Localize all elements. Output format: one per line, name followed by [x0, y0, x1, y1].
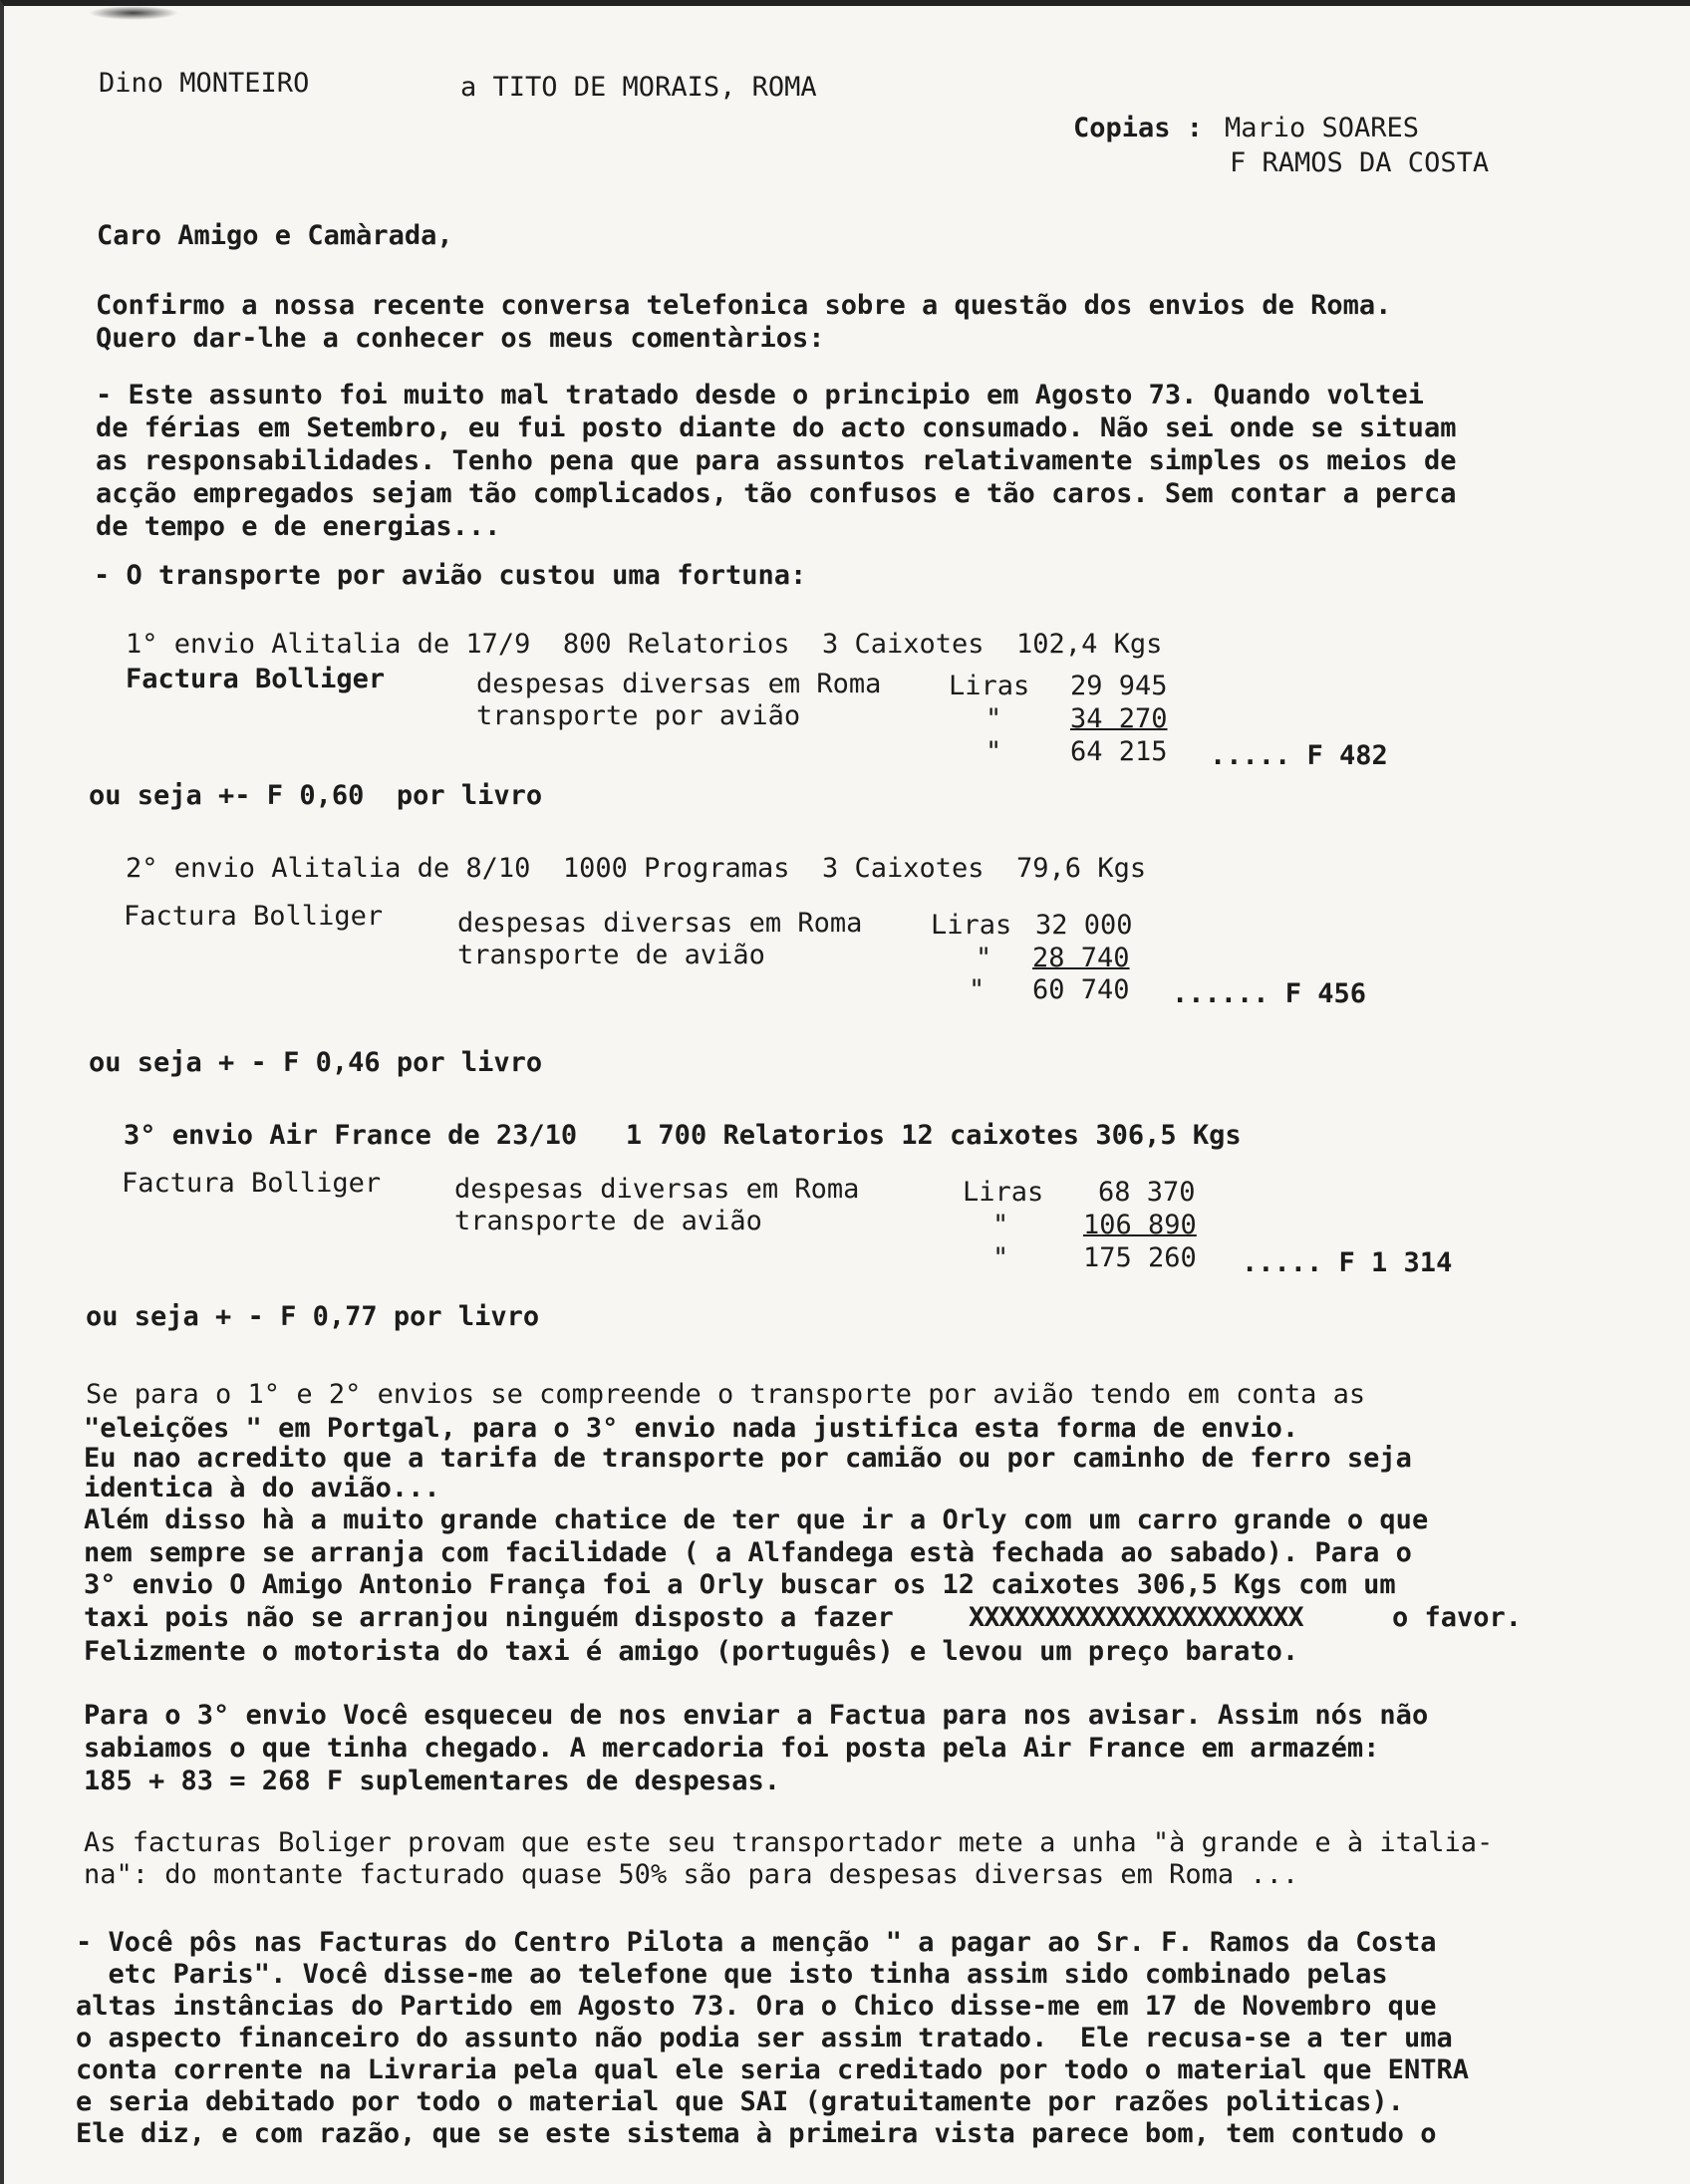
amount: 32 000: [1035, 910, 1133, 941]
ditto-mark: ": [986, 736, 1002, 767]
expense-desc: transporte de avião: [454, 1206, 762, 1236]
total-amount: 64 215: [1070, 736, 1168, 767]
salutation: Caro Amigo e Camàrada,: [97, 220, 453, 251]
shipment-header: 1° envio Alitalia de 17/9 800 Relatorios 3 Caixotes 102,4 Kgs: [126, 629, 1163, 660]
currency: Liras: [949, 671, 1030, 701]
paragraph-line: taxi pois não se arranjou ninguém disposto a fazer: [84, 1602, 894, 1633]
paragraph-line: altas instâncias do Partido em Agosto 73. Ora o Chico disse-me em 17 de Novembro que: [76, 1991, 1437, 2022]
paragraph-line: na": do montante facturado quase 50% são para despesas diversas em Roma ...: [84, 1859, 1299, 1890]
amount: 29 945: [1070, 671, 1168, 701]
amount: 106 890: [1083, 1210, 1197, 1240]
total-francs: ..... F 482: [1210, 740, 1388, 771]
amount: 28 740: [1032, 943, 1130, 973]
paragraph-line: Eu nao acredito que a tarifa de transporte por camião ou por caminho de ferro seja: [84, 1443, 1412, 1474]
currency: Liras: [963, 1177, 1044, 1208]
expense-desc: transporte de avião: [457, 940, 765, 970]
paragraph-line: - Você pôs nas Facturas do Centro Pilota a menção " a pagar ao Sr. F. Ramos da Costa: [76, 1927, 1437, 1958]
paragraph-line: Se para o 1° e 2° envios se compreende o transporte por avião tendo em conta as: [86, 1379, 1366, 1410]
per-book-cost: ou seja + - F 0,46 por livro: [89, 1047, 543, 1078]
paragraph-line: 3° envio O Amigo Antonio França foi a Orly buscar os 12 caixotes 306,5 Kgs com um: [84, 1569, 1396, 1600]
invoice-label: Factura Bolliger: [126, 664, 386, 694]
ditto-mark: ": [986, 703, 1002, 734]
paragraph-line: 185 + 83 = 268 F suplementares de despesas.: [84, 1766, 780, 1796]
paragraph-line: sabiamos o que tinha chegado. A mercadoria foi posta pela Air France em armazém:: [84, 1733, 1380, 1764]
paragraph-line: - Este assunto foi muito mal tratado desde o principio em Agosto 73. Quando voltei: [96, 380, 1424, 410]
expense-desc: despesas diversas em Roma: [476, 669, 882, 699]
amount: 68 370: [1098, 1177, 1196, 1208]
per-book-cost: ou seja +- F 0,60 por livro: [89, 780, 543, 811]
intro-line: Quero dar-lhe a conhecer os meus comentàrios:: [96, 323, 825, 354]
copies-label: Copias :: [1073, 113, 1204, 143]
expense-desc: transporte por avião: [476, 700, 801, 731]
copy-recipient-1: Mario SOARES: [1225, 113, 1420, 143]
paragraph-line: conta corrente na Livraria pela qual ele seria creditado por todo o material que ENTRA: [76, 2054, 1469, 2085]
per-book-cost: ou seja + - F 0,77 por livro: [86, 1301, 540, 1332]
ditto-mark: ": [969, 974, 986, 1005]
paragraph-line: Além disso hà a muito grande chatice de ter que ir a Orly com um carro grande o que: [84, 1504, 1429, 1535]
total-francs: ...... F 456: [1172, 978, 1367, 1009]
total-amount: 60 740: [1032, 974, 1130, 1005]
paragraph-line: "eleições " em Portgal, para o 3° envio nada justifica esta forma de envio.: [84, 1413, 1299, 1444]
paragraph-line: de férias em Setembro, eu fui posto diante do acto consumado. Não sei onde se situam: [96, 412, 1457, 443]
paragraph-line: acção empregados sejam tão complicados, tão confusos e tão caros. Sem contar a perca: [96, 478, 1457, 509]
copy-recipient-2: F RAMOS DA COSTA: [1230, 147, 1490, 178]
total-amount: 175 260: [1083, 1242, 1197, 1273]
paragraph-line: Felizmente o motorista do taxi é amigo (português) e levou um preço barato.: [84, 1636, 1299, 1667]
expense-desc: despesas diversas em Roma: [454, 1174, 860, 1205]
shipment-header: 2° envio Alitalia de 8/10 1000 Programas 3 Caixotes 79,6 Kgs: [126, 853, 1147, 884]
paragraph-line: Ele diz, e com razão, que se este sistema à primeira vista parece bom, tem contudo o: [76, 2118, 1437, 2149]
paragraph-line: e seria debitado por todo o material que SAI (gratuitamente por razões politicas).: [76, 2086, 1404, 2117]
total-francs: ..... F 1 314: [1242, 1247, 1453, 1278]
intro-line: Confirmo a nossa recente conversa telefonica sobre a questão dos envios de Roma.: [96, 290, 1392, 321]
paragraph-line: nem sempre se arranja com facilidade ( a Alfandega està fechada ao sabado). Para o: [84, 1537, 1412, 1568]
paragraph-line: o aspecto financeiro do assunto não podia ser assim tratado. Ele recusa-se a ter uma: [76, 2023, 1453, 2053]
invoice-label: Factura Bolliger: [122, 1168, 382, 1199]
struck-out-text: XXXXXXXXXXXXXXXXXXXXXX: [969, 1602, 1303, 1633]
paragraph-line: o favor.: [1392, 1602, 1523, 1633]
recipient-name: a TITO DE MORAIS, ROMA: [460, 72, 817, 103]
ditto-mark: ": [976, 943, 992, 973]
paragraph-line: de tempo e de energias...: [96, 511, 501, 542]
currency: Liras: [931, 910, 1012, 941]
sender-name: Dino MONTEIRO: [99, 68, 310, 99]
ink-smudge: [89, 6, 178, 20]
ditto-mark: ": [992, 1210, 1009, 1240]
paragraph-line: etc Paris". Você disse-me ao telefone que isto tinha assim sido combinado pelas: [76, 1959, 1388, 1990]
paragraph-line: identica à do avião...: [84, 1473, 440, 1503]
expense-desc: despesas diversas em Roma: [457, 908, 863, 939]
invoice-label: Factura Bolliger: [124, 901, 384, 932]
paragraph-line: Para o 3° envio Você esqueceu de nos enviar a Factua para nos avisar. Assim nós não: [84, 1700, 1429, 1731]
ditto-mark: ": [992, 1242, 1009, 1273]
paragraph-line: - O transporte por avião custou uma fortuna:: [94, 560, 807, 591]
paragraph-line: As facturas Boliger provam que este seu transportador mete a unha "à grande e à italia-: [84, 1827, 1494, 1858]
amount: 34 270: [1070, 703, 1168, 734]
paragraph-line: as responsabilidades. Tenho pena que para assuntos relativamente simples os meios de: [96, 445, 1457, 476]
shipment-header: 3° envio Air France de 23/10 1 700 Relatorios 12 caixotes 306,5 Kgs: [124, 1120, 1242, 1151]
